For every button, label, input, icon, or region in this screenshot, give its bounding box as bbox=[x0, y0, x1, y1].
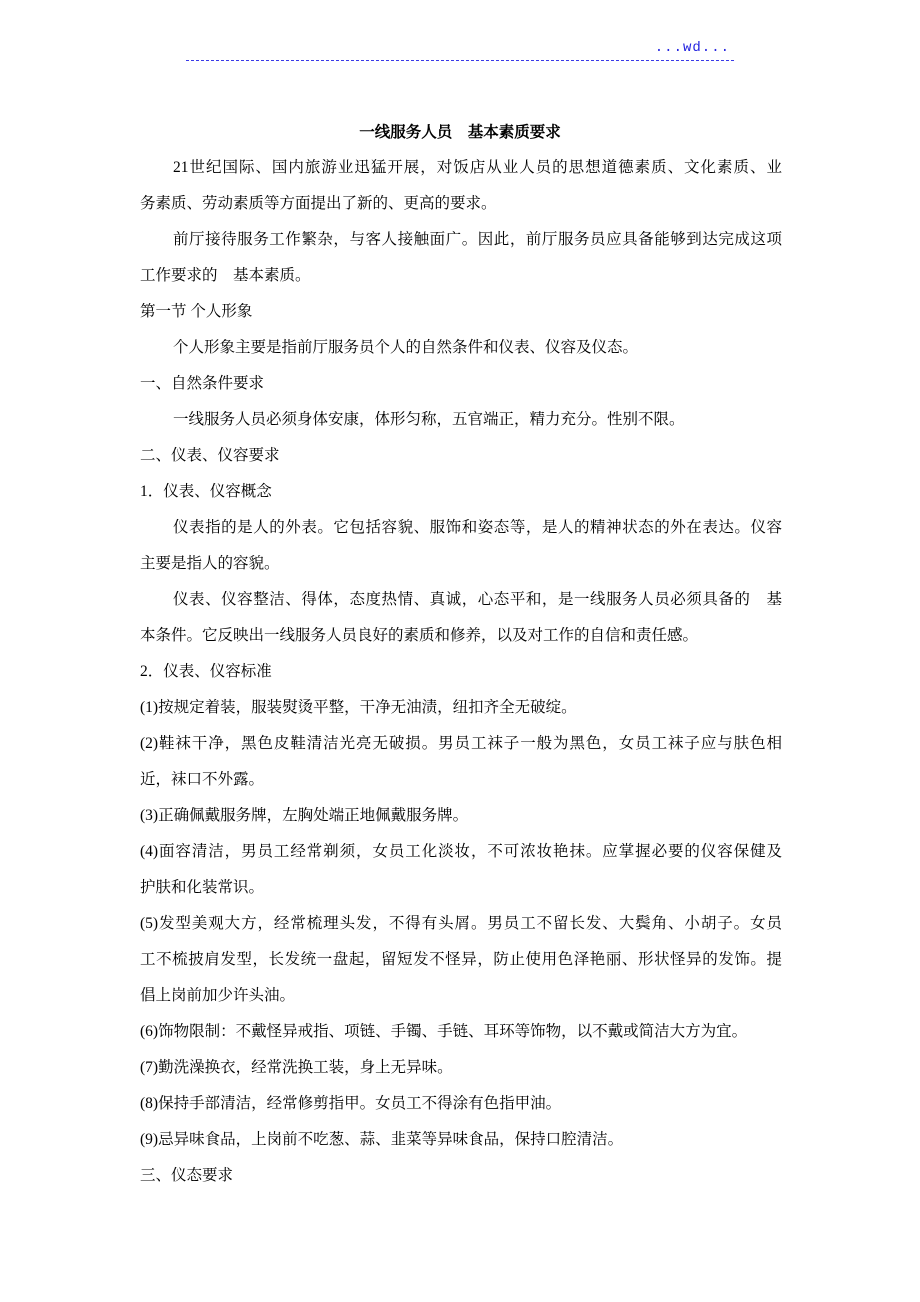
text-line: (8)保持手部清洁，经常修剪指甲。女员工不得涂有色指甲油。 bbox=[140, 1095, 562, 1112]
text-line: (3)正确佩戴服务牌，左胸处端正地佩戴服务牌。 bbox=[140, 807, 469, 824]
text-line: 护肤和化装常识。 bbox=[140, 879, 265, 896]
text-line: (5)发型美观大方，经常梳理头发，不得有头屑。男员工不留长发、大鬓角、小胡子。女员 bbox=[140, 915, 782, 932]
text-line: (7)勤洗澡换衣，经常洗换工装，身上无异味。 bbox=[140, 1059, 453, 1076]
text-line: 1．仪表、仪容概念 bbox=[140, 483, 272, 500]
text-line: 工作要求的 基本素质。 bbox=[140, 267, 311, 284]
text-line: 仪表指的是人的外表。它包括容貌、服饰和姿态等，是人的精神状态的外在表达。仪容 bbox=[173, 519, 782, 536]
text-line: 第一节 个人形象 bbox=[140, 303, 253, 320]
text-line: 务素质、劳动素质等方面提出了新的、更高的要求。 bbox=[140, 195, 497, 212]
text-line: 近，袜口不外露。 bbox=[140, 771, 265, 788]
text-line: (6)饰物限制：不戴怪异戒指、项链、手镯、手链、耳环等饰物，以不戴或简洁大方为宜。 bbox=[140, 1023, 748, 1040]
text-line: (1)按规定着装，服装熨烫平整，干净无油渍，纽扣齐全无破绽。 bbox=[140, 699, 577, 716]
text-line: 21世纪国际、国内旅游业迅猛开展，对饭店从业人员的思想道德素质、文化素质、业 bbox=[173, 159, 782, 176]
document-body bbox=[140, 156, 782, 1200]
text-line: 倡上岗前加少许头油。 bbox=[140, 987, 296, 1004]
header-mark: ...wd... bbox=[654, 40, 730, 56]
text-line: 前厅接待服务工作繁杂，与客人接触面广。因此，前厅服务员应具备能够到达完成这项 bbox=[173, 231, 782, 248]
text-line: 2．仪表、仪容标准 bbox=[140, 663, 272, 680]
text-line: 工不梳披肩发型，长发统一盘起，留短发不怪异，防止使用色泽艳丽、形状怪异的发饰。提 bbox=[140, 951, 782, 968]
text-line: 仪表、仪容整洁、得体，态度热情、真诚，心态平和，是一线服务人员必须具备的 基 bbox=[173, 591, 782, 608]
page-header-rule bbox=[186, 38, 734, 61]
text-line: 一线服务人员必须身体安康，体形匀称，五官端正，精力充分。性别不限。 bbox=[173, 411, 685, 428]
text-line: (2)鞋袜干净，黑色皮鞋清洁光亮无破损。男员工袜子一般为黑色，女员工袜子应与肤色相 bbox=[140, 735, 782, 752]
document-title: 一线服务人员 基本素质要求 bbox=[359, 124, 561, 141]
text-line: 二、仪表、仪容要求 bbox=[140, 447, 280, 464]
text-line: 本条件。它反映出一线服务人员良好的素质和修养，以及对工作的自信和责任感。 bbox=[140, 627, 699, 644]
text-line: 主要是指人的容貌。 bbox=[140, 555, 280, 572]
text-line: 一、自然条件要求 bbox=[140, 375, 265, 392]
text-line: (4)面容清洁，男员工经常剃须，女员工化淡妆，不可浓妆艳抹。应掌握必要的仪容保健及 bbox=[140, 843, 782, 860]
text-line: 三、仪态要求 bbox=[140, 1167, 234, 1184]
text-line: (9)忌异味食品，上岗前不吃葱、蒜、韭菜等异味食品，保持口腔清洁。 bbox=[140, 1131, 624, 1148]
text-line: 个人形象主要是指前厅服务员个人的自然条件和仪表、仪容及仪态。 bbox=[173, 339, 639, 356]
